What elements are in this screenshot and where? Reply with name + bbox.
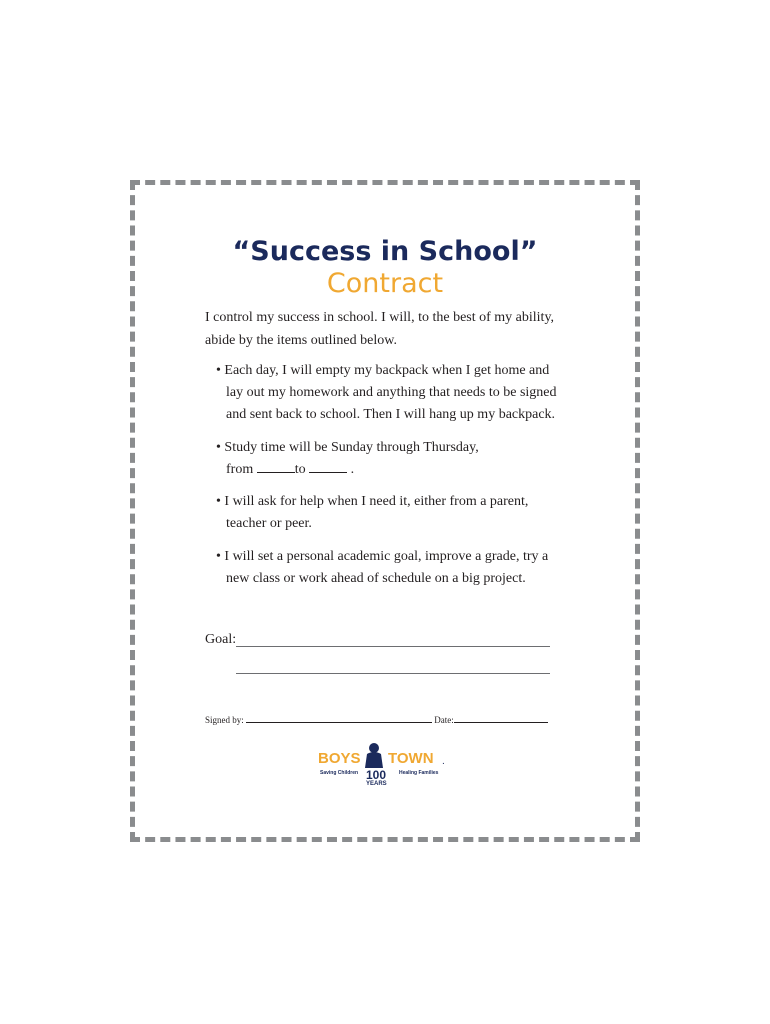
logo-tagline-right: Healing Families [399,770,439,776]
bullet-line: lay out my homework and anything that needs to be signed [226,385,557,400]
bullet-line: • I will ask for help when I need it, either from a parent, [216,494,529,509]
goal-field-line-2[interactable] [236,673,550,674]
intro-line: abide by the items outlined below. [205,333,397,348]
bullet-goal [216,546,576,590]
logo-town: TOWN [388,750,434,767]
logo-years: YEARS [366,781,387,787]
contract-title: “Success in School” [232,236,538,267]
from-label: from [226,462,254,477]
goal-field-line-1[interactable] [236,646,550,647]
date-field[interactable] [454,714,548,723]
bullet-backpack [216,360,576,426]
date-label: Date: [434,715,454,725]
period: . [350,462,355,477]
bullet-line: • Study time will be Sunday through Thursday, [216,440,479,455]
signature-field[interactable] [246,714,432,723]
to-time-blank[interactable] [309,460,347,473]
bullet-line: new class or work ahead of schedule on a big project. [226,571,526,586]
to-label: to [294,462,306,477]
intro-line: I control my success in school. I will, to the best of my ability, [205,310,555,325]
goal-label: Goal: [205,632,237,647]
bullet-line: • Each day, I will empty my backpack when I get home and [216,363,550,378]
logo-hundred: 100 [366,768,387,782]
boys-town-logo [316,742,446,792]
bullet-line: teacher or peer. [226,516,312,531]
study-time-range [216,459,576,481]
bullet-ask-help [216,491,576,535]
intro-paragraph [205,306,575,352]
signature-row [205,714,550,725]
bullet-line: • I will set a personal academic goal, improve a grade, try a [216,549,549,564]
logo-mark: . [442,756,445,767]
crest-icon [362,742,386,768]
bullet-line: and sent back to school. Then I will hang up my backpack. [226,407,556,422]
contract-subtitle: Contract [326,268,444,299]
logo-boys: BOYS [318,750,361,767]
bullet-study-time [216,437,576,481]
logo-tagline-left: Saving Children [320,770,359,776]
from-time-blank[interactable] [257,460,295,473]
signed-by-label: Signed by: [205,715,244,725]
